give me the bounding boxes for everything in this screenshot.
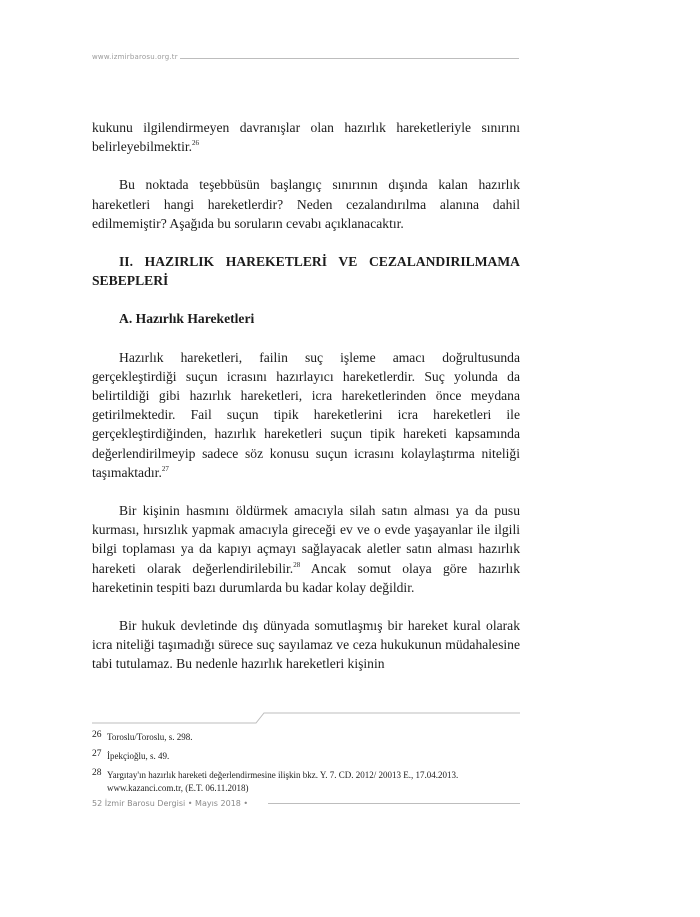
footnote-text: İpekçioğlu, s. 49. [107,751,170,761]
footnote-28 [92,769,520,795]
footnote-ref-28: 28 [293,560,301,569]
paragraph-2: Bu noktada teşebbüsün başlangıç sınırının dışında kalan hazırlık hareketleri hangi hareketlerdir? Neden cezalandırılma alanına dahil edilmemiştir? Aşağıda bu soruların cevabı açıklanacaktır. [92,177,520,231]
footnote-divider [92,712,520,726]
footnote-ref-26: 26 [192,139,200,148]
footnote-26 [92,731,520,744]
paragraph-4-text-a: Bir kişinin hasmını öldürmek amacıyla silah satın alması ya da pusu kurması, hırsızlık yapmak amacıyla gireceği ev ve o evde yaşayanlar ile ilgili bilgi toplaması ya da kapıyı açmayı sağlayacak aletler satın alması hazırlık hareketi olarak değerlendirilebilir. [92,503,520,576]
footnote-number: 27 [92,749,102,759]
paragraph-5: Bir hukuk devletinde dış dünyada somutlaşmış bir hareket kural olarak icra niteliği taşımadığı sürece suç sayılamaz ve ceza hukukunun müdahalesine tabi tutulamaz. Bu nedenle hazırlık hareketleri kişinin [92,618,520,672]
paragraph-1 [92,118,520,156]
footer-divider [268,803,520,804]
footnote-number: 28 [92,768,102,778]
paragraph-1-text: kukunu ilgilendirmeyen davranışlar olan hazırlık hareketleriyle sınırını belirleyebilmektir. [92,120,520,155]
subsection-heading: A. Hazırlık Hareketleri [119,311,255,327]
footnotes [92,731,520,801]
header-url: www.izmirbarosu.org.tr [92,53,178,61]
footnote-text: Toroslu/Toroslu, s. 298. [107,732,193,742]
paragraph-4-text-b: Ancak somut olaya göre hazırlık hareketinin tespiti bazı durumlarda bu kadar kolay değildir. [92,560,520,595]
page-footer: 52 İzmir Barosu Dergisi • Mayıs 2018 • [92,799,249,808]
footnote-text: Yargıtay'ın hazırlık hareketi değerlendirmesine ilişkin bkz. Y. 7. CD. 2012/ 20013 E., 17.04.2013. www.kazanci.com.tr, (E.T. 06.11.2018) [107,770,459,793]
paragraph-3 [92,348,520,482]
body-text [92,118,520,674]
footnote-number: 26 [92,730,102,740]
section-heading: II. HAZIRLIK HAREKETLERİ VE CEZALANDIRILMAMA SEBEPLERİ [92,254,520,289]
footnote-27 [92,750,520,763]
header-divider [180,58,519,59]
paragraph-3-text: Hazırlık hareketleri, failin suç işleme amacı doğrultusunda gerçekleştirdiği suçun icrasını hazırlayıcı hareketlerdir. Suç yolunda da belirtildiği gibi hazırlık hareketleri, icra hareketlerinden önce meydana getirilmektedir. Fail suçun tipik hareketlerini icra hareketleri ile gerçekleştirdiğinden, hazırlık hareketleri suçun tipik hareketi kapsamında değerlendirilmeyip sadece söz konusu suçun icrasını kolaylaştırma niteliği taşımaktadır. [92,349,520,480]
paragraph-4 [92,501,520,597]
footnote-ref-27: 27 [161,464,169,473]
